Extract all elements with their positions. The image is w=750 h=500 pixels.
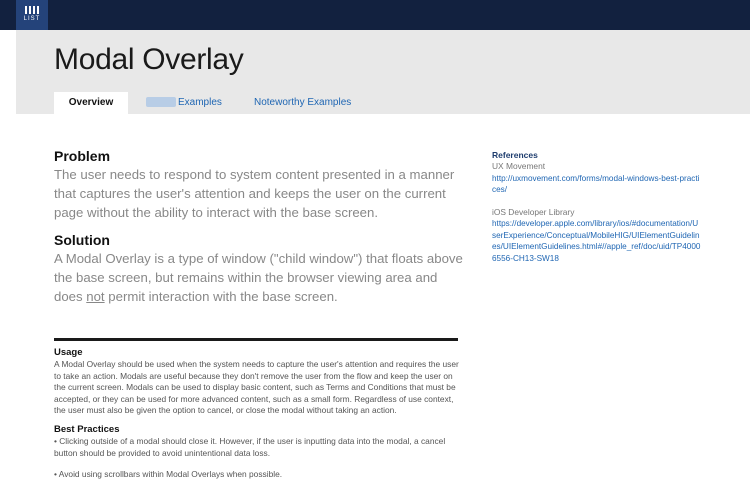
solution-text [54, 249, 464, 306]
references-heading: References [492, 150, 538, 160]
top-bar [0, 0, 750, 30]
page-header [16, 30, 750, 114]
reference-name: UX Movement [492, 161, 546, 171]
solution-emphasis: not [86, 289, 105, 304]
section-divider [54, 338, 458, 341]
tab-examples-label: Examples [178, 97, 222, 108]
references-panel [492, 150, 702, 264]
logo[interactable] [16, 0, 48, 30]
tab-examples[interactable] [146, 92, 222, 114]
tab-overview[interactable]: Overview [54, 92, 128, 114]
reference-link[interactable]: http://uxmovement.com/forms/modal-windows-best-practices/ [492, 173, 700, 194]
tab-noteworthy-examples[interactable]: Noteworthy Examples [254, 97, 352, 108]
solution-text-end: permit interaction with the base screen. [104, 289, 338, 304]
best-practice-item: • Clicking outside of a modal should close it. However, if the user is inputting data into the modal, a cancel button should be provided to avoid unintentional data loss. [54, 435, 446, 458]
reference-name: iOS Developer Library [492, 206, 575, 217]
logo-text: LIST [23, 16, 41, 22]
reference-link[interactable]: https://developer.apple.com/library/ios/#documentation/UserExperience/Conceptual/MobileHIG/UIElementGuidelines/UIElementGuidelines.html#//apple_ref/doc/uid/TP40006556-CH13-SW18 [492, 219, 701, 263]
page-title: Modal Overlay [54, 43, 244, 76]
usage-heading: Usage [54, 347, 83, 358]
usage-text: A Modal Overlay should be used when the system needs to capture the user's attention and requires the user to take an action. Modals are useful because they don't remove the user from the flow and keep the user on the current screen. Modals can be used to display basic content, such as Terms and Conditions that must be accepted, or they can be used for more advanced content, such as a small form. Regardless of use context, the user must also be given the option to cancel, or close the modal without taking an action. [54, 359, 459, 416]
solution-text-start: A Modal Overlay is a type of window ("child window") that floats above the base screen, but remains within the browser viewing area and does [54, 251, 463, 304]
usage-section [54, 347, 464, 481]
list-logo-icon [25, 6, 39, 14]
blurred-label [146, 97, 176, 107]
best-practices-heading: Best Practices [54, 423, 120, 435]
best-practice-item: • Avoid using scrollbars within Modal Overlays when possible. [54, 469, 283, 480]
problem-text: The user needs to respond to system content presented in a manner that captures the user's attention and keeps the user on the current page without the ability to interact with the base screen. [54, 167, 455, 220]
main-content [54, 148, 464, 306]
solution-heading: Solution [54, 232, 110, 248]
problem-heading: Problem [54, 148, 111, 164]
